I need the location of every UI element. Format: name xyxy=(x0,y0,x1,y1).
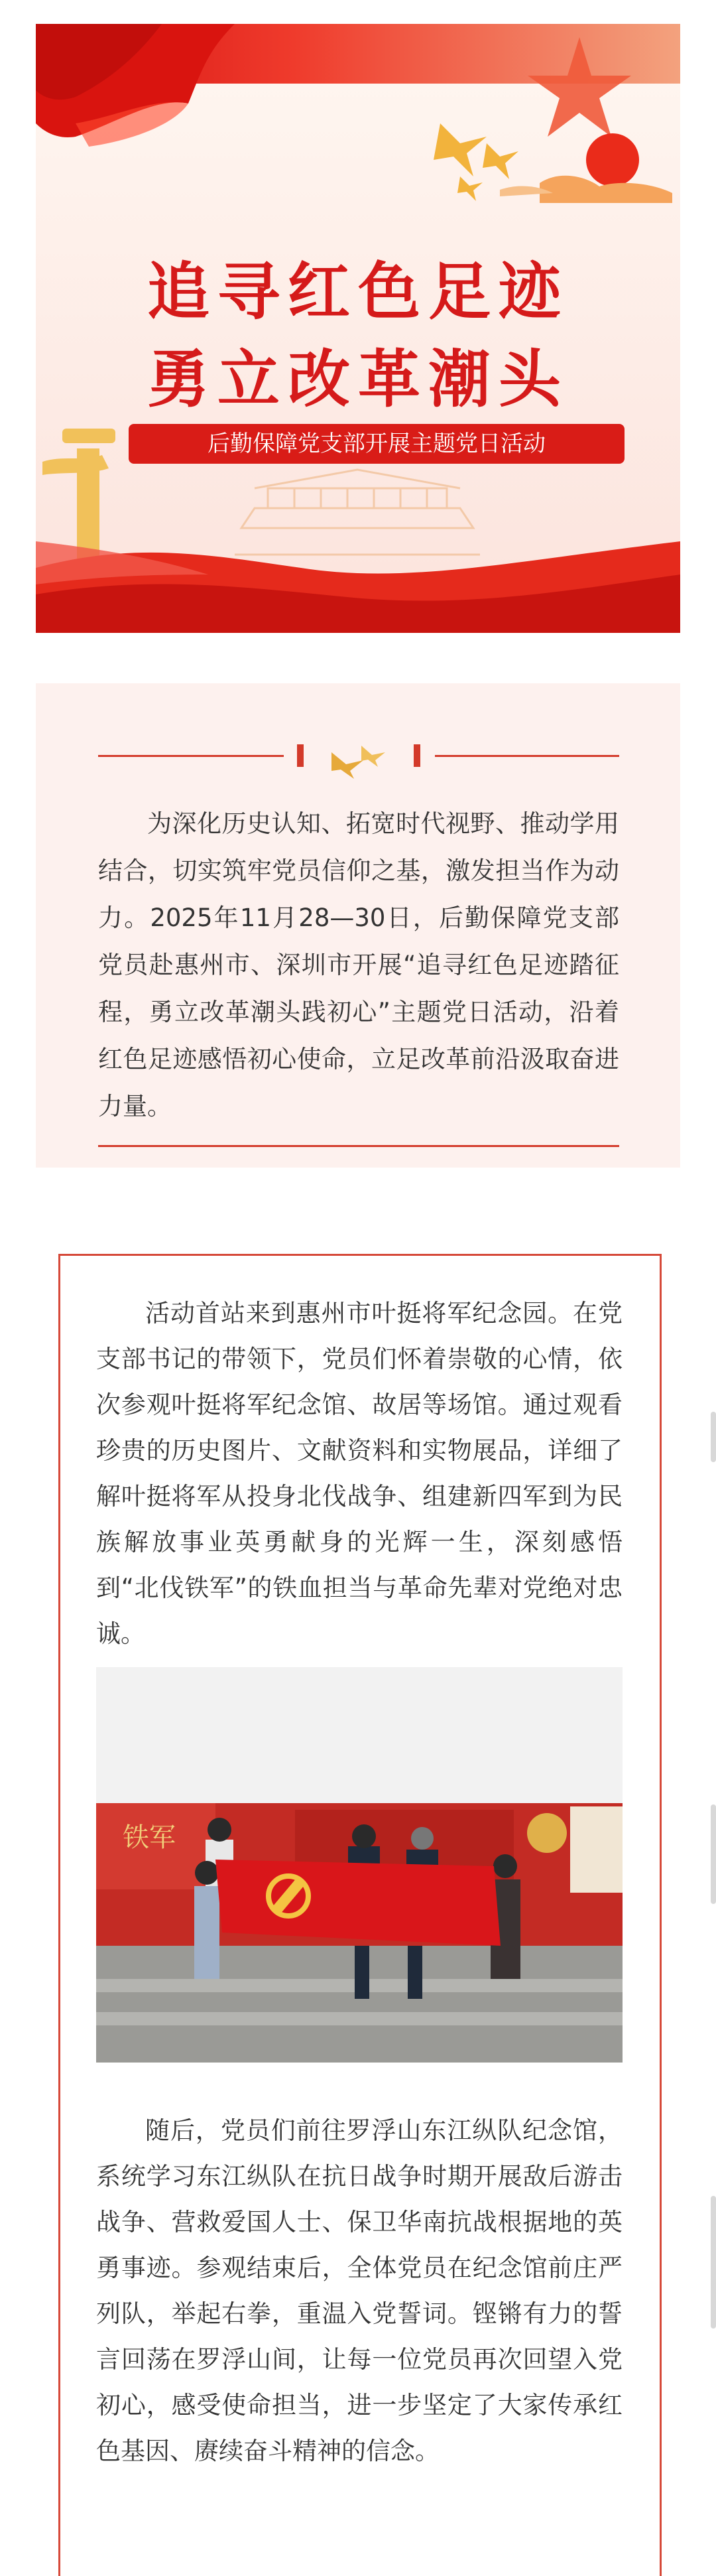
divider-bottom xyxy=(98,1145,619,1147)
hero-title-line1: 追寻红色足迹 xyxy=(147,256,569,328)
hero-subtitle: 后勤保障党支部开展主题党日活动 xyxy=(129,424,625,464)
divider-left xyxy=(98,755,284,757)
tiananmen-icon xyxy=(235,470,480,555)
scroll-indicator-1[interactable] xyxy=(711,1412,716,1462)
content-paragraph-1: 活动首站来到惠州市叶挺将军纪念园。在党支部书记的带领下，党员们怀着崇敬的心情，依次参观叶挺将军纪念馆、故居等场馆。通过观看珍贵的历史图片、文献资料和实物展品，详细了解叶挺将军从投身北伐战争、组建新四军到为民族解放事业英勇献身的光辉一生，深刻感悟到“北伐铁军”的铁血担当与革命先辈对党绝对忠诚。 xyxy=(96,1299,623,1648)
intro-paragraph: 为深化历史认知、拓宽时代视野、推动学用结合，切实筑牢党员信仰之基，激发担当作为动力。2025年11月28—30日，后勤保障党支部党员赴惠州市、深圳市开展“追寻红色足迹踏征程，勇立改革潮头践初心”主题党日活动，沿着红色足迹感悟初心使命，立足改革前沿汲取奋进力量。 xyxy=(98,809,619,1120)
intro-card xyxy=(36,683,680,1168)
divider-mark-left xyxy=(297,744,304,767)
content-card xyxy=(58,1254,662,2576)
divider-right xyxy=(435,755,619,757)
content-paragraph-2: 随后，党员们前往罗浮山东江纵队纪念馆，系统学习东江纵队在抗日战争时期开展敌后游击战争、营救爱国人士、保卫华南抗战根据地的英勇事迹。参观结束后，全体党员在纪念馆前庄严列队，举起右拳，重温入党誓词。铿锵有力的誓言回荡在罗浮山间，让每一位党员再次回望入党初心，感受使命担当，进一步坚定了大家传承红色基因、赓续奋斗精神的信念。 xyxy=(96,2116,623,2465)
divider-mark-right xyxy=(414,744,420,767)
party-flag-photo xyxy=(96,1667,623,2063)
svg-text:铁军: 铁军 xyxy=(123,1822,176,1853)
sun-icon xyxy=(500,133,672,203)
scroll-indicator-3[interactable] xyxy=(711,2196,716,2329)
star-icon xyxy=(528,37,631,137)
party-flag-image xyxy=(96,1667,623,2063)
scroll-indicator-2[interactable] xyxy=(711,1804,716,1904)
hero-title-line2: 勇立改革潮头 xyxy=(147,344,569,416)
hero-banner xyxy=(36,24,680,633)
doves-divider-icon xyxy=(325,739,391,779)
